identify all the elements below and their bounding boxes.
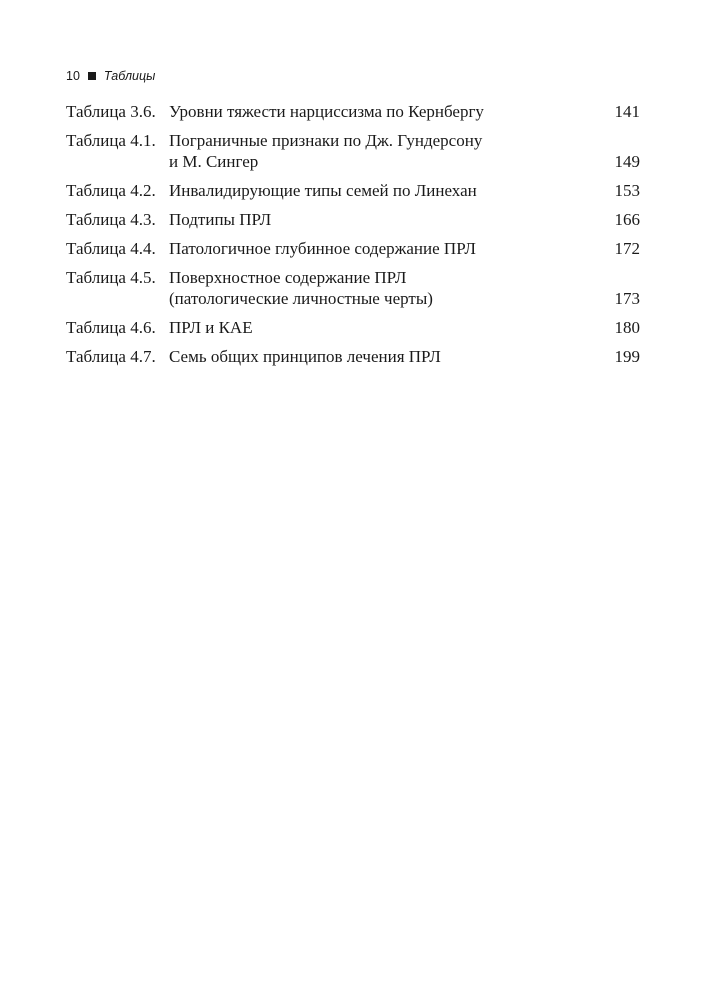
list-item [66,180,640,201]
table-title-line: Подтипы ПРЛ [169,210,272,229]
table-label: Таблица 4.4. [66,239,156,258]
page-ref: 153 [614,181,640,200]
table-title-line: Инвалидирующие типы семей по Линехан [169,181,477,200]
list-item [66,346,640,367]
table-title [169,209,600,230]
page-ref: 199 [614,347,640,366]
table-label: Таблица 4.1. [66,131,156,150]
table-title [169,267,600,309]
table-title [169,346,600,367]
table-title-line: Семь общих принципов лечения ПРЛ [169,347,441,366]
table-title-line: Патологичное глубинное содержание ПРЛ [169,239,476,258]
table-label: Таблица 4.6. [66,318,156,337]
page-ref: 173 [614,289,640,308]
list-item [66,267,640,309]
table-title-line: (патологические личностные черты) [169,289,433,308]
running-head [66,68,155,84]
table-title [169,101,600,122]
page-ref: 141 [614,102,640,121]
list-item [66,238,640,259]
table-title-line: Уровни тяжести нарциссизма по Кернбергу [169,102,484,121]
table-title-line: и М. Сингер [169,152,259,171]
page-ref: 166 [614,210,640,229]
page-ref: 149 [614,152,640,171]
page-ref: 172 [614,239,640,258]
table-label: Таблица 4.5. [66,268,156,287]
table-title [169,238,600,259]
page-ref: 180 [614,318,640,337]
table-title [169,317,600,338]
section-title: Таблицы [103,69,156,83]
list-item [66,130,640,172]
table-title [169,180,600,201]
table-list [66,101,640,375]
square-bullet-icon [88,72,96,80]
table-title-line: ПРЛ и КАЕ [169,318,253,337]
table-label: Таблица 4.2. [66,181,156,200]
page-number: 10 [66,69,80,83]
list-item [66,317,640,338]
table-title-line: Поверхностное содержание ПРЛ [169,268,407,287]
list-item [66,101,640,122]
table-label: Таблица 3.6. [66,102,156,121]
table-label: Таблица 4.3. [66,210,156,229]
list-item [66,209,640,230]
table-title-line: Пограничные признаки по Дж. Гундерсону [169,131,483,150]
table-label: Таблица 4.7. [66,347,156,366]
table-title [169,130,600,172]
